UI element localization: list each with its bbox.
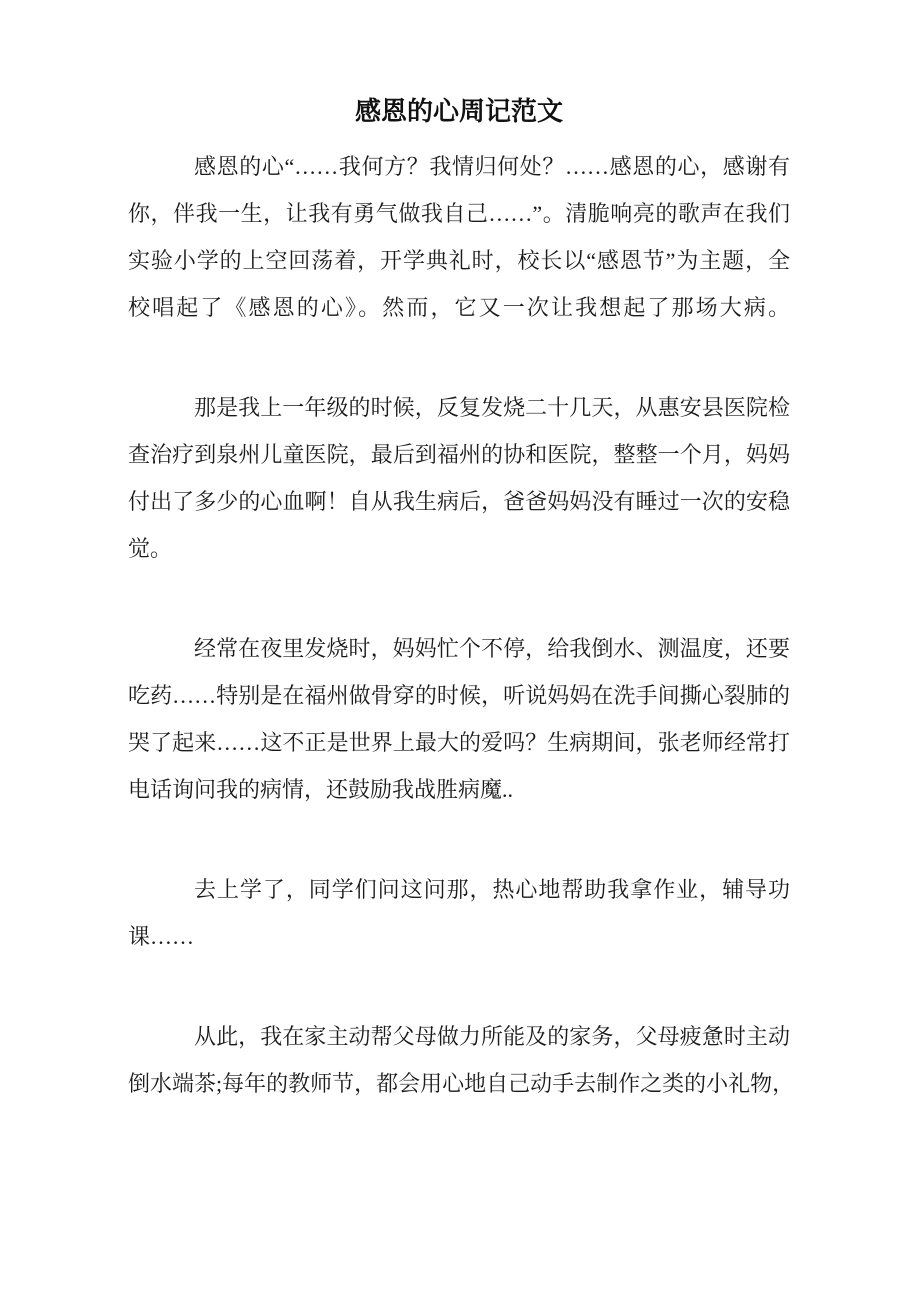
text-line: 倒水端茶;每年的教师节，都会用心地自己动手去制作之类的小礼物， bbox=[128, 1071, 795, 1096]
paragraph bbox=[128, 143, 790, 331]
text-line: 经常在夜里发烧时，妈妈忙个不停，给我倒水、测温度，还要 bbox=[194, 636, 790, 661]
text-line: 查治疗到泉州儿童医院，最后到福州的协和医院，整整一个月，妈妈 bbox=[128, 442, 790, 467]
text-line: 课…… bbox=[128, 924, 195, 949]
text-line: 实验小学的上空回荡着，开学典礼时，校长以“感恩节”为主题，全 bbox=[128, 248, 790, 273]
text-line: 吃药……特别是在福州做骨穿的时候，听说妈妈在洗手间撕心裂肺的 bbox=[128, 683, 790, 708]
paragraph bbox=[128, 866, 790, 960]
text-line: 觉。 bbox=[128, 536, 173, 561]
text-line: 你，伴我一生，让我有勇气做我自己……”。清脆响亮的歌声在我们 bbox=[128, 201, 790, 226]
text-line: 哭了起来……这不正是世界上最大的爱吗？生病期间，张老师经常打 bbox=[128, 730, 790, 755]
text-line: 去上学了，同学们问这问那，热心地帮助我拿作业，辅导功 bbox=[194, 877, 790, 902]
text-line: 电话询问我的病情，还鼓励我战胜病魔.. bbox=[128, 777, 514, 802]
paragraph bbox=[128, 625, 790, 813]
page-title: 感恩的心周记范文 bbox=[354, 96, 563, 126]
document-body bbox=[128, 143, 795, 1107]
text-line: 那是我上一年级的时候，反复发烧二十几天，从惠安县医院检 bbox=[194, 395, 790, 420]
text-line: 付出了多少的心血啊！自从我生病后，爸爸妈妈没有睡过一次的安稳 bbox=[128, 489, 790, 514]
paragraph bbox=[128, 384, 790, 572]
text-line: 从此，我在家主动帮父母做力所能及的家务，父母疲惫时主动 bbox=[194, 1024, 790, 1049]
text-line: 感恩的心“……我何方？我情归何处？……感恩的心，感谢有 bbox=[194, 154, 790, 179]
paragraph bbox=[128, 1013, 795, 1107]
text-line: 校唱起了《感恩的心》。然而，它又一次让我想起了那场大病。 bbox=[128, 295, 790, 320]
